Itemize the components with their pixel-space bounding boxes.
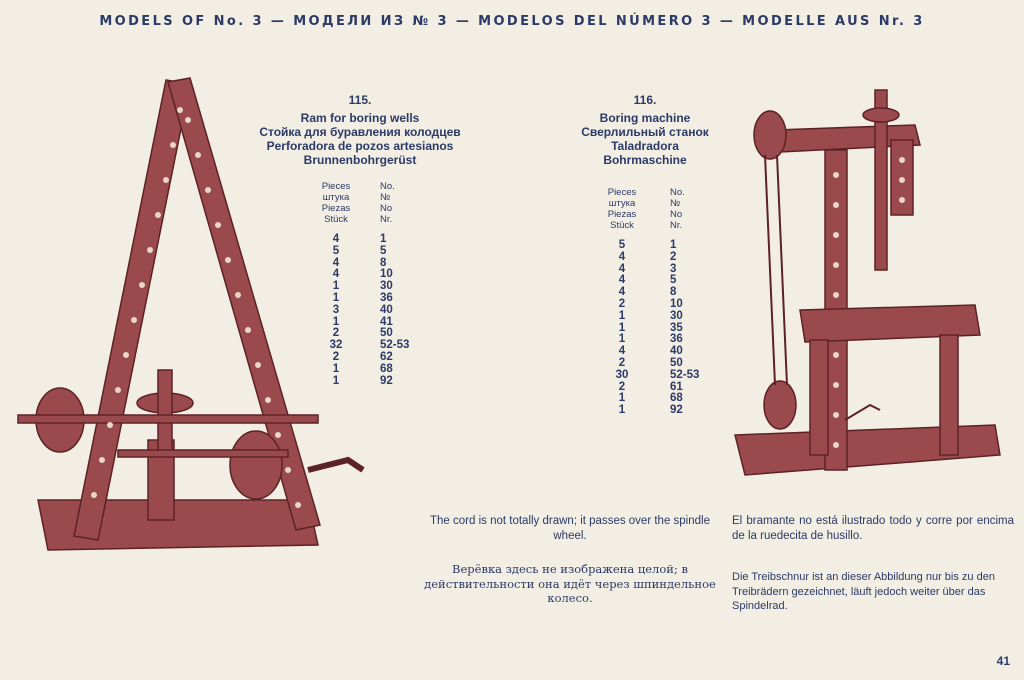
part-number: 36: [380, 291, 393, 304]
pieces-header: штука: [322, 192, 350, 203]
parts-row: [598, 393, 720, 405]
pieces-count: 1: [332, 362, 340, 375]
pieces-count: 32: [329, 339, 343, 352]
part-number: 41: [380, 315, 393, 328]
part-number: 40: [670, 345, 683, 358]
parts-row: [312, 281, 430, 293]
pieces-count: 2: [332, 350, 340, 363]
parts-row: [312, 246, 430, 258]
part-number: 36: [670, 333, 683, 346]
part-number: 5: [380, 244, 387, 257]
parts-row: [598, 264, 720, 276]
parts-row: [312, 352, 430, 364]
number-header: No: [380, 203, 393, 214]
part-number: 92: [380, 374, 393, 387]
model-115-heading: [210, 93, 510, 167]
pieces-count: 4: [332, 268, 340, 281]
pieces-count: 2: [618, 356, 626, 369]
part-number: 10: [670, 297, 683, 310]
page-header: MODELS OF No. 3 — МОДЕЛИ ИЗ № 3 — MODELOS DEL NÚMERO 3 — MODELLE AUS Nr. 3: [99, 14, 925, 29]
part-number: 30: [670, 309, 683, 322]
number-header: №: [380, 192, 391, 203]
page-number: 41: [996, 654, 1010, 668]
parts-row: [598, 346, 720, 358]
number-header: No.: [670, 187, 685, 198]
pieces-header: Pieces: [607, 187, 637, 198]
number-header: Nr.: [380, 214, 393, 225]
parts-row: [598, 299, 720, 311]
part-number: 1: [670, 239, 677, 251]
part-number: 52-53: [380, 339, 410, 352]
note-russian: Верёвка здесь не изображена целой; в действительности она идёт через шпиндельное колесо.: [424, 562, 716, 605]
model-number: 115.: [348, 93, 372, 107]
title-es: Perforadora de pozos artesianos: [266, 139, 454, 153]
title-de: Brunnenbohrgerüst: [303, 153, 417, 167]
title-ru: Сверлильный станок: [581, 125, 709, 139]
pieces-header: Stück: [610, 220, 634, 231]
parts-list-header: [598, 187, 720, 231]
part-number: 62: [380, 350, 393, 363]
pieces-header: Piezas: [607, 209, 637, 220]
parts-rows: [312, 234, 430, 387]
pieces-count: 4: [618, 274, 626, 287]
part-number: 52-53: [670, 368, 700, 381]
parts-row: [598, 240, 720, 252]
boring-machine-illustration: [715, 80, 1015, 500]
parts-row: [598, 358, 720, 370]
note-german: Die Treibschnur ist an dieser Abbildung nur bis zu den Treibrädern gezeichnet, läuft jedoch weiter über das Spindelrad.: [732, 571, 995, 612]
parts-row: [312, 293, 430, 305]
part-number: 61: [670, 380, 683, 393]
parts-row: [598, 382, 720, 394]
pieces-header: Piezas: [321, 203, 351, 214]
pieces-count: 4: [332, 233, 340, 245]
pieces-count: 1: [618, 392, 626, 405]
parts-rows: [598, 240, 720, 417]
pieces-count: 3: [332, 303, 340, 316]
title-es: Taladradora: [611, 139, 679, 153]
parts-row: [312, 258, 430, 270]
part-number: 68: [670, 392, 683, 405]
parts-row: [312, 340, 430, 352]
title-en: Ram for boring wells: [300, 111, 420, 125]
parts-row: [598, 334, 720, 346]
parts-row: [312, 269, 430, 281]
pieces-header: Pieces: [321, 181, 351, 192]
pieces-count: 1: [332, 291, 340, 304]
part-number: 68: [380, 362, 393, 375]
note-english: The cord is not totally drawn; it passes over the spindle wheel.: [430, 515, 710, 542]
parts-row: [312, 234, 430, 246]
parts-row: [598, 275, 720, 287]
part-number: 8: [380, 256, 387, 269]
parts-row: [598, 287, 720, 299]
pieces-header: штука: [608, 198, 636, 209]
number-header: №: [670, 198, 681, 209]
parts-row: [598, 311, 720, 323]
pieces-count: 5: [332, 244, 340, 257]
pieces-count: 1: [332, 374, 340, 387]
pieces-count: 2: [332, 327, 340, 340]
pieces-count: 4: [618, 250, 626, 263]
pieces-count: 1: [618, 404, 626, 417]
parts-row: [598, 252, 720, 264]
pieces-count: 2: [618, 297, 626, 310]
part-number: 50: [670, 356, 683, 369]
part-number: 8: [670, 286, 677, 299]
parts-row: [598, 323, 720, 335]
part-number: 40: [380, 303, 393, 316]
parts-row: [312, 305, 430, 317]
title-de: Bohrmaschine: [603, 153, 687, 167]
parts-list-116: [598, 187, 720, 417]
part-number: 50: [380, 327, 393, 340]
pieces-count: 4: [618, 286, 626, 299]
pieces-count: 2: [618, 380, 626, 393]
pieces-count: 4: [618, 345, 626, 358]
parts-list-header: [312, 181, 430, 225]
number-header: No: [670, 209, 683, 220]
pieces-count: 1: [618, 309, 626, 322]
pieces-count: 1: [618, 321, 626, 334]
pieces-count: 1: [332, 280, 340, 293]
note-spanish: El bramante no está ilustrado todo y corre por encima de la ruedecita de husillo.: [732, 515, 1014, 542]
pieces-header: Stück: [324, 214, 348, 225]
pieces-count: 1: [332, 315, 340, 328]
parts-row: [312, 317, 430, 329]
parts-row: [312, 364, 430, 376]
parts-row: [312, 376, 430, 388]
title-en: Boring machine: [599, 111, 691, 125]
number-header: No.: [380, 181, 395, 192]
part-number: 5: [670, 274, 677, 287]
model-number: 116.: [633, 93, 657, 107]
parts-row: [598, 370, 720, 382]
parts-list-115: [312, 181, 430, 387]
part-number: 10: [380, 268, 393, 281]
model-116-heading: [545, 93, 745, 167]
pieces-count: 5: [618, 239, 626, 251]
title-ru: Стойка для буравления колодцев: [259, 125, 461, 139]
part-number: 35: [670, 321, 683, 334]
part-number: 2: [670, 250, 677, 263]
part-number: 92: [670, 404, 683, 417]
part-number: 1: [380, 233, 387, 245]
number-header: Nr.: [670, 220, 683, 231]
part-number: 3: [670, 262, 677, 275]
pieces-count: 4: [618, 262, 626, 275]
parts-row: [598, 405, 720, 417]
pieces-count: 1: [618, 333, 626, 346]
part-number: 30: [380, 280, 393, 293]
pieces-count: 30: [615, 368, 629, 381]
pieces-count: 4: [332, 256, 340, 269]
